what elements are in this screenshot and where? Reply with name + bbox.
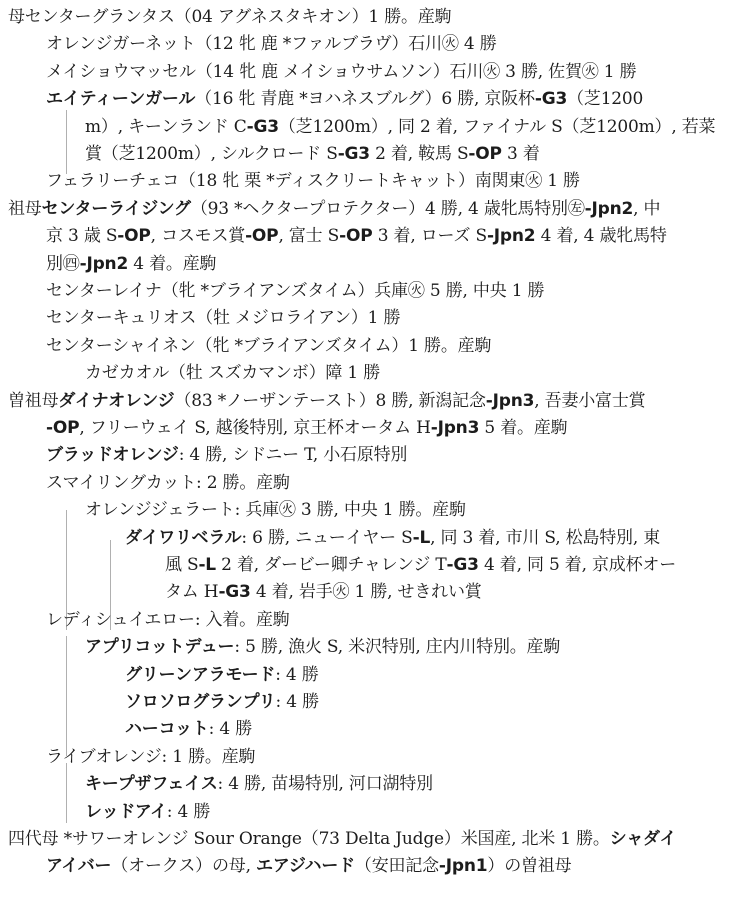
text-run: : 4 勝 — [208, 719, 253, 740]
bold-text-run: -G3 — [246, 116, 279, 137]
text-run: （93 *ヘクタープロテクター）4 勝, 4 歳牝馬特別㊧ — [190, 198, 585, 219]
text-run: レディシュイエロー: 入着。産駒 — [46, 609, 290, 630]
tree-rule — [66, 636, 67, 756]
bold-text-run: エイティーンガール — [46, 89, 196, 110]
text-run: （芝1200m）, 同 2 着, ファイナル S（芝1200m）, 若菜 — [278, 116, 716, 137]
text-run: , 中 — [633, 198, 661, 219]
text-run: （安田記念 — [354, 856, 439, 877]
bold-text-run: -Jpn2 — [584, 198, 634, 219]
bold-text-run: シャダイ — [609, 829, 677, 849]
text-run: 母センターグランタス（04 アグネスタキオン）1 勝。産駒 — [8, 7, 452, 27]
great-granddam-offspring-line — [125, 691, 319, 713]
bold-text-run: -G3 — [218, 582, 251, 603]
bold-text-run: -L — [198, 555, 216, 575]
great-granddam-offspring-line — [85, 801, 210, 823]
bold-text-run: エアジハード — [255, 856, 355, 877]
bold-text-run: ダイワリベラル — [125, 527, 242, 548]
text-run: （83 *ノーザンテースト）8 勝, 新潟記念 — [174, 390, 486, 411]
text-run: スマイリングカット: 2 勝。産駒 — [46, 472, 290, 493]
text-run: : 4 勝, シドニー T, 小石原特別 — [178, 445, 408, 466]
dam-offspring-line — [85, 143, 540, 165]
bold-text-run: アイバー — [46, 856, 112, 877]
text-run: 四代母 *サワーオレンジ Sour Orange（73 Delta Judge）米国産, 北米 1 勝。 — [8, 829, 610, 849]
text-run: 4 着, 4 歳牝馬特 — [535, 226, 667, 247]
text-run: 3 着 — [501, 144, 540, 164]
bold-text-run: -Jpn3 — [485, 390, 535, 411]
text-run: 祖母 — [8, 198, 42, 219]
dam-line — [8, 6, 451, 28]
bold-text-run: -Jpn2 — [79, 253, 129, 274]
text-run: センターレイナ（牝 *ブライアンズタイム）兵庫㊋ 5 勝, 中央 1 勝 — [46, 281, 545, 301]
granddam-offspring-line — [46, 307, 400, 329]
text-run: オレンジガーネット（12 牝 鹿 *ファルブラヴ）石川㊋ 4 勝 — [46, 34, 497, 55]
bold-text-run: -L — [412, 527, 431, 548]
text-run: , 同 3 着, 市川 S, 松島特別, 東 — [430, 527, 661, 548]
bold-text-run: -Jpn3 — [430, 418, 480, 438]
text-run: センターキュリオス（牡 メジロライアン）1 勝 — [46, 308, 401, 329]
text-run: 4 着, 岩手㊋ 1 勝, せきれい賞 — [250, 582, 482, 603]
dam-offspring-line — [46, 33, 497, 55]
granddam-line — [8, 198, 660, 220]
great-granddam-offspring-line — [125, 664, 319, 686]
great-granddam-offspring-line — [125, 718, 252, 740]
bold-text-run: ダイナオレンジ — [58, 390, 175, 411]
tree-rule — [66, 110, 67, 174]
bold-text-run: -OP — [339, 226, 373, 247]
granddam-offspring-line — [46, 280, 544, 302]
bold-text-run: ハーコット — [125, 719, 209, 740]
great-granddam-offspring-line — [165, 554, 676, 576]
text-run: 4 着。産駒 — [128, 253, 217, 274]
text-run: 曽祖母 — [8, 390, 59, 411]
dam-offspring-line — [85, 116, 715, 138]
great-granddam-offspring-line — [85, 636, 560, 658]
tree-rule — [66, 763, 67, 823]
bold-text-run: グリーンアラモード — [125, 664, 276, 685]
bold-text-run: -G3 — [534, 89, 568, 110]
text-run: タム H — [165, 582, 219, 603]
text-run: 別㊃ — [46, 253, 80, 274]
bold-text-run: -G3 — [337, 144, 370, 164]
bold-text-run: キープザフェイス — [85, 774, 218, 795]
text-run: , 富士 S — [278, 226, 340, 247]
text-run: : 4 勝 — [275, 664, 319, 685]
text-run: 5 着。産駒 — [479, 418, 568, 438]
text-run: ライブオレンジ: 1 勝。産駒 — [46, 746, 256, 767]
text-run: , 吾妻小富士賞 — [534, 390, 646, 411]
text-run: : 5 勝, 漁火 S, 米沢特別, 庄内川特別。産駒 — [234, 637, 561, 658]
bold-text-run: ソロソログランプリ — [125, 692, 276, 712]
bold-text-run: -OP — [46, 418, 80, 438]
great-granddam-offspring-line — [125, 527, 660, 549]
fourth-dam-line — [46, 855, 571, 877]
bold-text-run: ブラッドオレンジ — [46, 445, 179, 466]
text-run: : 6 勝, ニューイヤー S — [241, 527, 413, 548]
great-granddam-offspring-line — [165, 581, 482, 603]
great-granddam-offspring-line — [46, 472, 290, 494]
text-run: ）の曽祖母 — [487, 856, 572, 877]
great-granddam-offspring-line — [46, 609, 290, 631]
granddam-offspring-line — [46, 335, 491, 357]
granddam-line — [46, 225, 667, 247]
text-run: , フリーウェイ S, 越後特別, 京王杯オータム H — [79, 418, 431, 438]
granddam-line — [46, 253, 216, 275]
text-run: 賞（芝1200m）, シルクロード S — [85, 144, 338, 164]
text-run: オレンジジェラート: 兵庫㊋ 3 勝, 中央 1 勝。産駒 — [85, 500, 466, 521]
dam-offspring-line — [46, 61, 636, 83]
text-run: 4 着, 同 5 着, 京成杯オー — [478, 555, 677, 575]
text-run: センターシャイネン（牝 *ブライアンズタイム）1 勝。産駒 — [46, 335, 492, 356]
text-run: : 4 勝 — [275, 692, 319, 712]
text-run: メイショウマッセル（14 牝 鹿 メイショウサムソン）石川㊋ 3 勝, 佐賀㊋ 1 勝 — [46, 61, 637, 82]
text-run: 3 着, ローズ S — [372, 226, 487, 247]
fourth-dam-line — [8, 828, 676, 850]
dam-offspring-line — [46, 88, 643, 110]
text-run: m）, キーンランド C — [85, 116, 247, 137]
text-run: （芝1200 — [567, 89, 644, 110]
text-run: 2 着, ダービー卿チャレンジ T — [215, 555, 447, 575]
bold-text-run: -OP — [117, 226, 151, 247]
bold-text-run: センターライジング — [41, 198, 191, 219]
bold-text-run: -G3 — [446, 555, 479, 575]
granddam-offspring-line — [85, 362, 380, 384]
great-granddam-offspring-line — [46, 746, 255, 768]
text-run: , コスモス賞 — [150, 226, 246, 247]
bold-text-run: -Jpn1 — [438, 856, 488, 877]
text-run: 2 着, 鞍馬 S — [369, 144, 469, 164]
great-granddam-line — [46, 417, 567, 439]
great-granddam-line — [8, 390, 645, 412]
dam-offspring-line — [46, 170, 580, 192]
text-run: フェラリーチェコ（18 牝 栗 *ディスクリートキャット）南関東㊋ 1 勝 — [46, 171, 580, 192]
great-granddam-offspring-line — [46, 444, 407, 466]
bold-text-run: レッドアイ — [85, 801, 167, 822]
text-run: 風 S — [165, 555, 199, 575]
bold-text-run: -Jpn2 — [486, 226, 536, 247]
great-granddam-offspring-line — [85, 773, 433, 795]
bold-text-run: -OP — [468, 144, 502, 164]
text-run: カゼカオル（牡 スズカマンボ）障 1 勝 — [85, 363, 381, 384]
text-run: （16 牝 青鹿 *ヨハネスブルグ）6 勝, 京阪杯 — [195, 89, 535, 110]
bold-text-run: -OP — [245, 226, 279, 247]
text-run: : 4 勝, 苗場特別, 河口湖特別 — [217, 774, 433, 795]
text-run: 京 3 歳 S — [46, 226, 118, 247]
text-run: （オークス）の母, — [111, 856, 256, 877]
text-run: : 4 勝 — [166, 801, 211, 822]
bold-text-run: アプリコットデュー — [85, 637, 235, 658]
great-granddam-offspring-line — [85, 499, 466, 521]
